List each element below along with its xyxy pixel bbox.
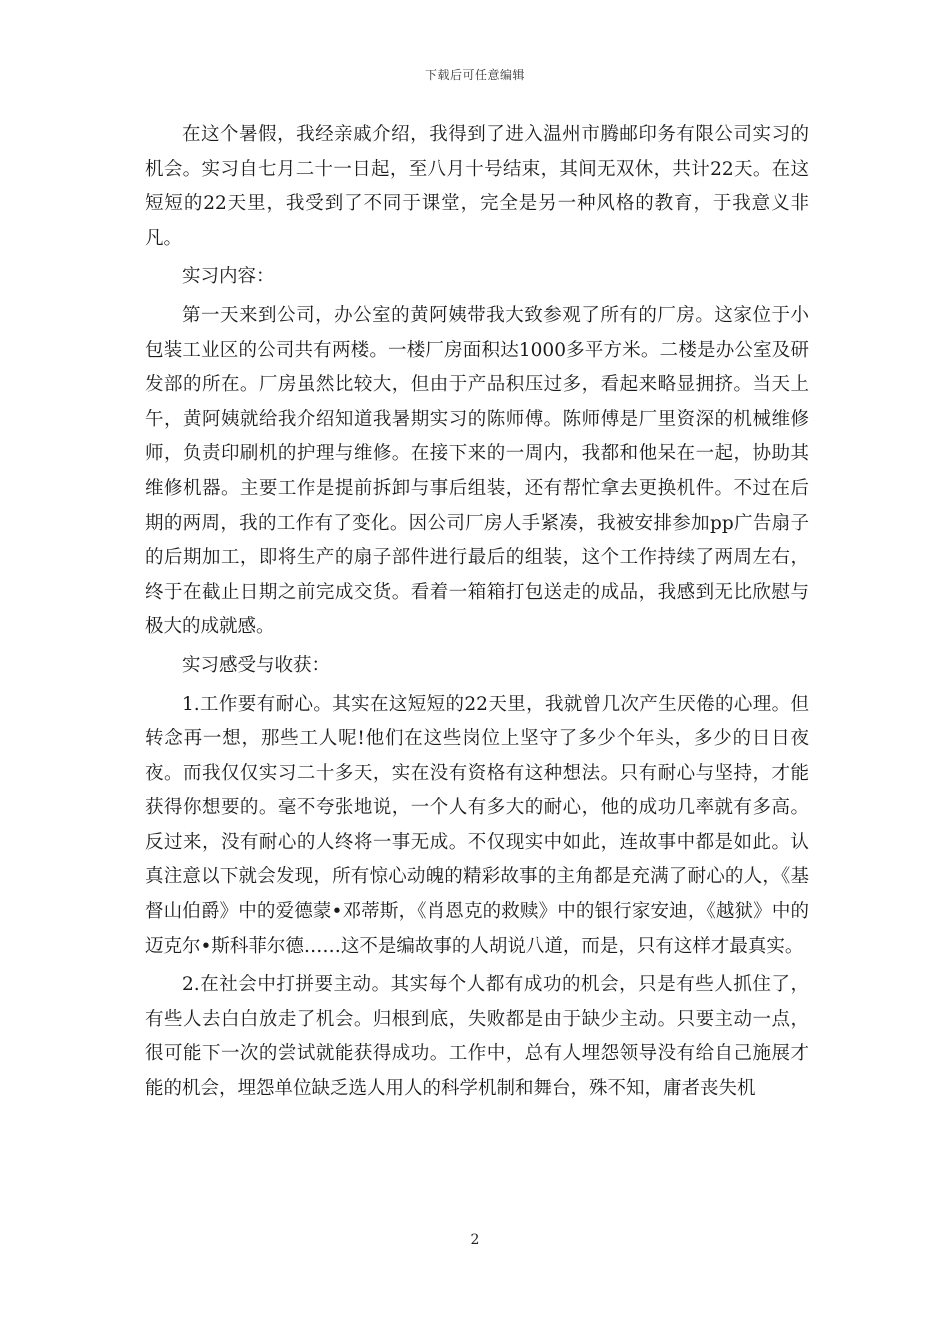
paragraph-internship-content: 第一天来到公司，办公室的黄阿姨带我大致参观了所有的厂房。这家位于小包装工业区的公司共有两楼。一楼厂房面积达1000多平方米。二楼是办公室及研发部的所在。厂房虽然比较大，但由于产品积压过多，看起来略显拥挤。当天上午，黄阿姨就给我介绍知道我暑期实习的陈师傅。陈师傅是厂里资深的机械维修师，负责印刷机的护理与维修。在接下来的一周内，我都和他呆在一起，协助其维修机器。主要工作是提前拆卸与事后组装，还有帮忙拿去更换机件。不过在后期的两周，我的工作有了变化。因公司厂房人手紧凑，我被安排参加pp广告扇子的后期加工，即将生产的扇子部件进行最后的组装，这个工作持续了两周左右，终于在截止日期之前完成交货。看着一箱箱打包送走的成品，我感到无比欣慰与极大的成就感。 bbox=[145, 304, 809, 638]
page-number: 2 bbox=[470, 1232, 480, 1248]
paragraph-initiative: 2.在社会中打拼要主动。其实每个人都有成功的机会，只是有些人抓住了，有些人去白白放走了机会。归根到底，失败都是由于缺少主动。只要主动一点，很可能下一次的尝试就能获得成功。工作中，总有人埋怨领导没有给自己施展才能的机会，埋怨单位缺乏选人用人的科学机制和舞台，殊不知，庸者丧失机 bbox=[145, 974, 809, 1100]
paragraph-patience: 1.工作要有耐心。其实在这短短的22天里，我就曾几次产生厌倦的心理。但转念再一想，那些工人呢!他们在这些岗位上坚守了多少个年头，多少的日日夜夜。而我仅仅实习二十多天，实在没有资格有这种想法。只有耐心与坚持，才能获得你想要的。毫不夸张地说，一个人有多大的耐心，他的成功几率就有多高。反过来，没有耐心的人终将一事无成。不仅现实中如此，连故事中都是如此。认真注意以下就会发现，所有惊心动魄的精彩故事的主角都是充满了耐心的人，《基督山伯爵》中的爱德蒙•邓蒂斯，《肖恩克的救赎》中的银行家安迪，《越狱》中的迈克尔•斯科菲尔德……这不是编故事的人胡说八道，而是，只有这样才最真实。 bbox=[145, 693, 809, 957]
page-header: 下载后可任意编辑 bbox=[424, 68, 525, 82]
section-heading-content: 实习内容： bbox=[182, 266, 275, 288]
document-body bbox=[145, 118, 809, 1111]
section-heading-gains: 实习感受与收获： bbox=[182, 654, 331, 676]
paragraph-intro: 在这个暑假，我经亲戚介绍，我得到了进入温州市腾邮印务有限公司实习的机会。实习自七月二十一日起，至八月十号结束，其间无双休，共计22天。在这短短的22天里，我受到了不同于课堂，完全是另一种风格的教育，于我意义非凡。 bbox=[145, 124, 809, 249]
